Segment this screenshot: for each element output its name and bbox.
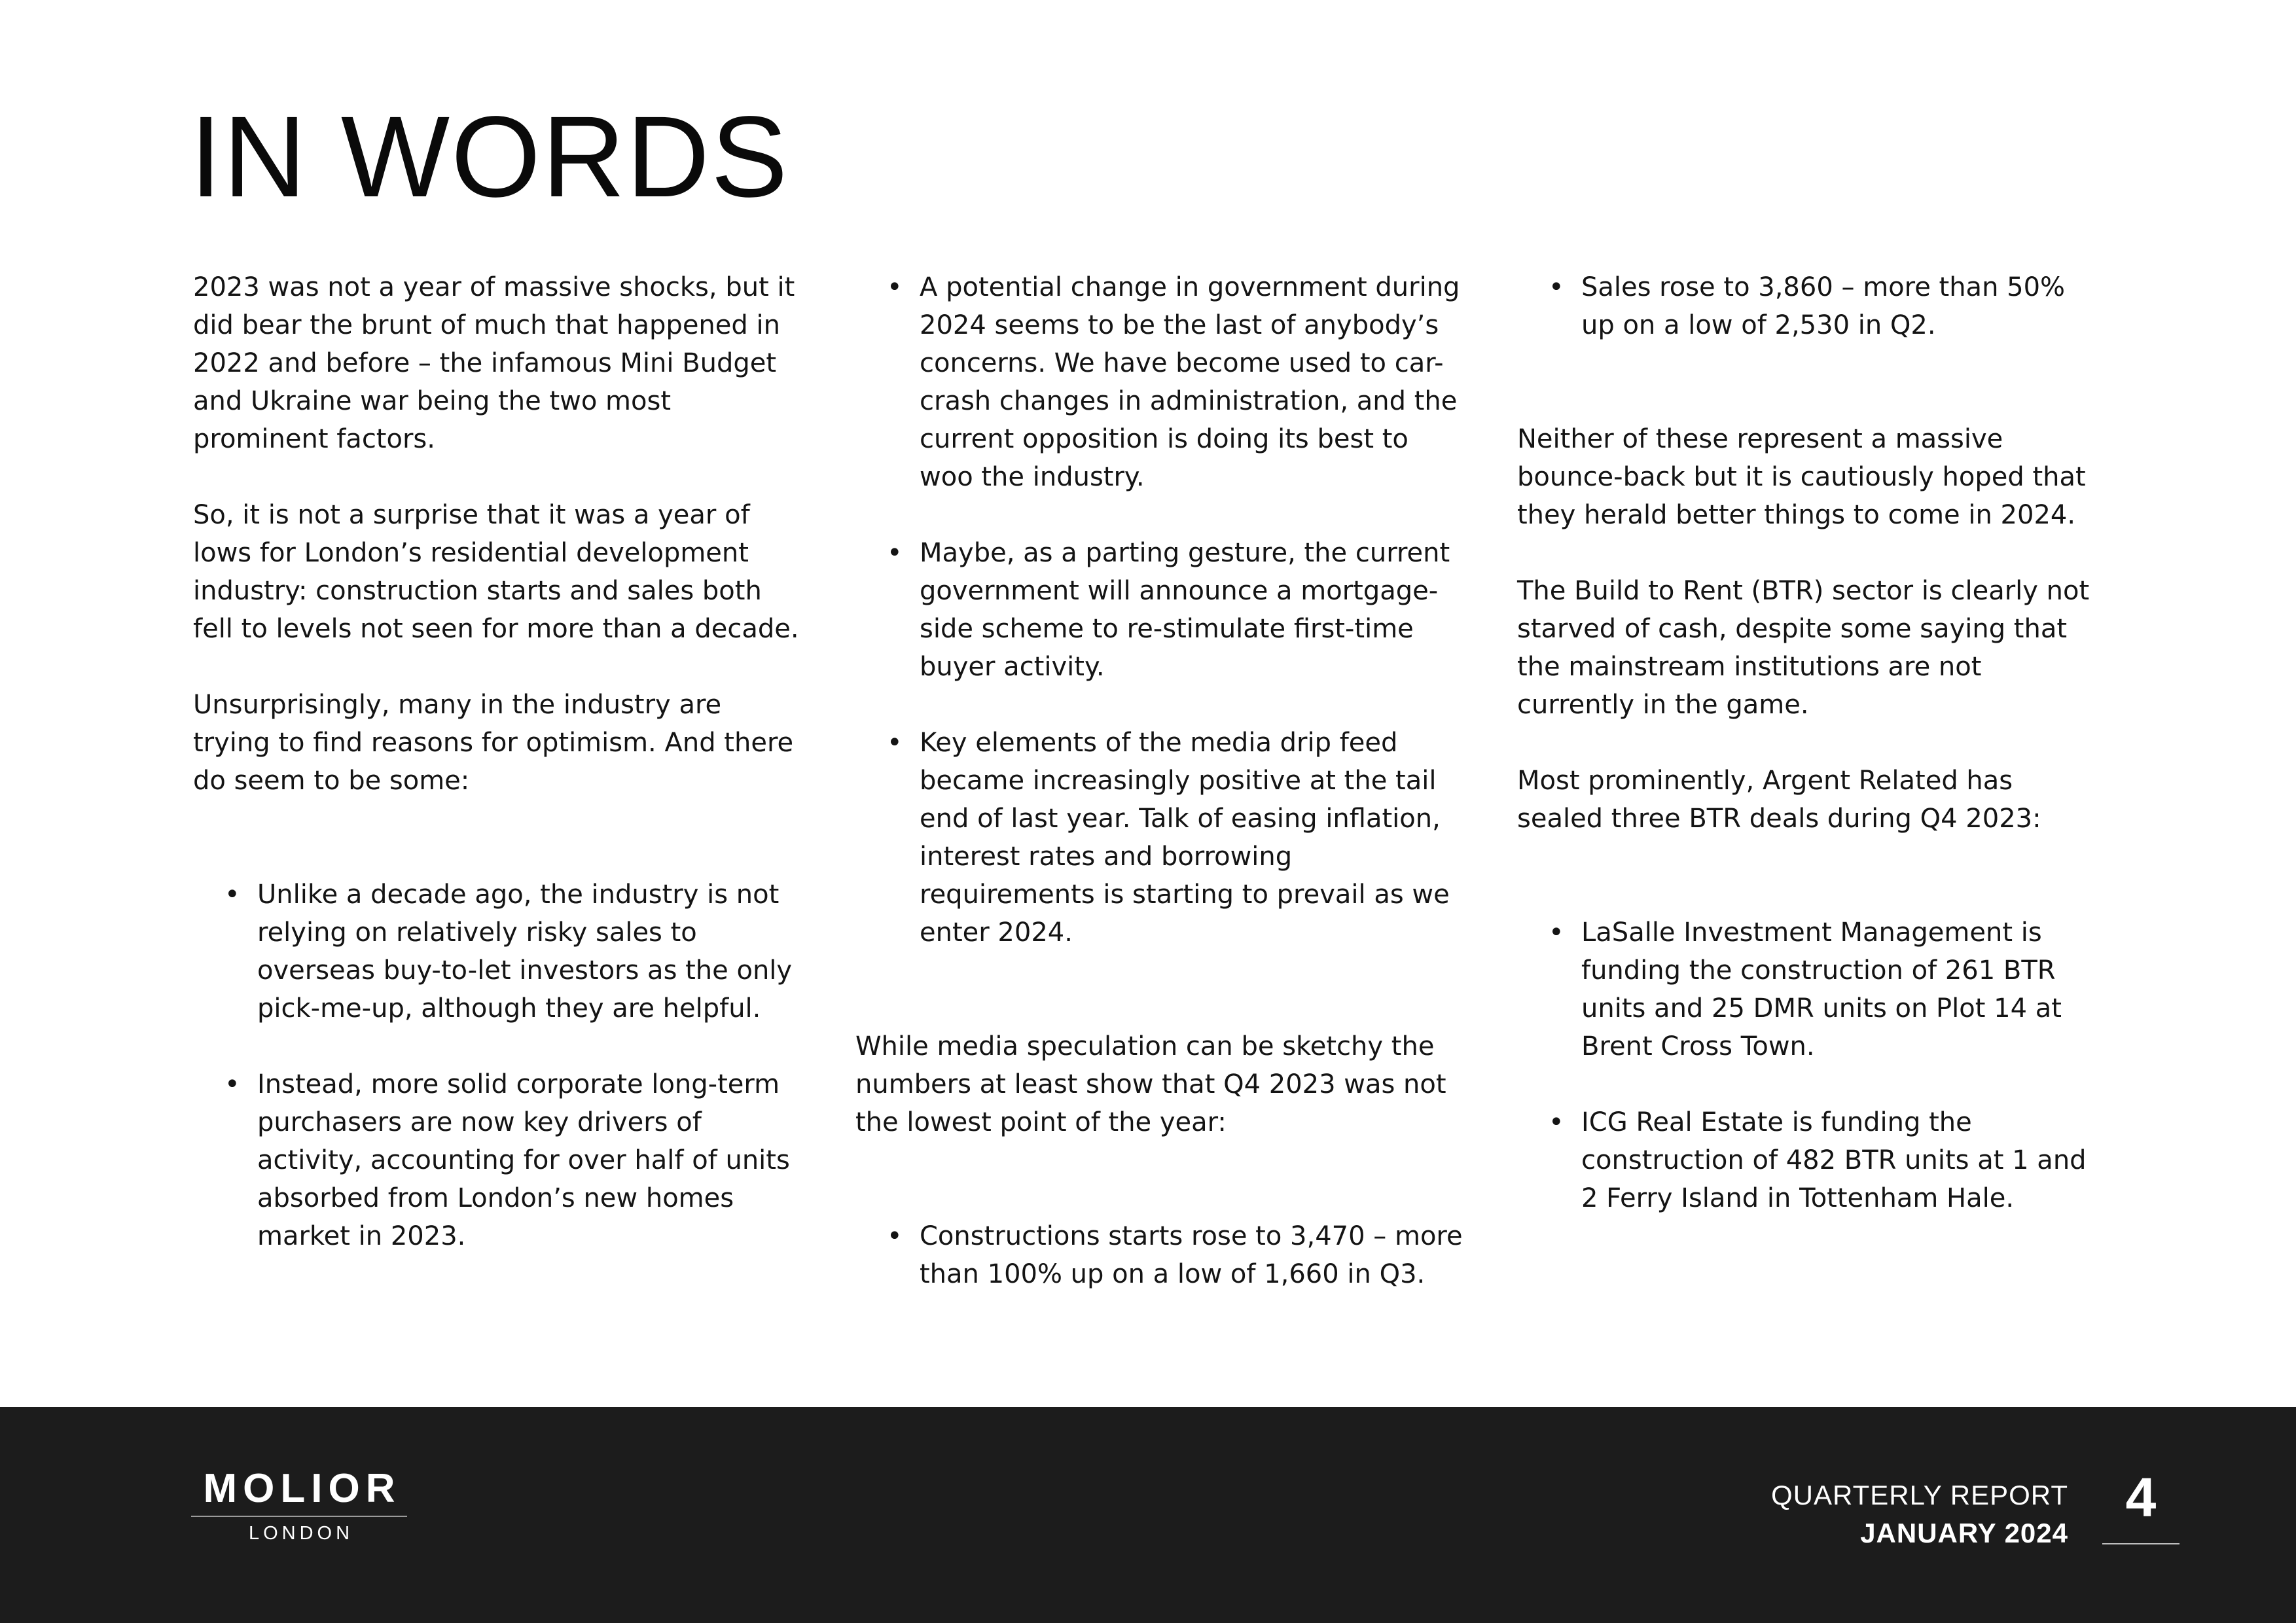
- bullet-icon: •: [224, 1069, 240, 1099]
- bullet-icon: •: [1549, 1107, 1564, 1137]
- list-item: [1549, 1103, 2106, 1217]
- paragraph: 2023 was not a year of massive shocks, but it did bear the brunt of much that happened in 2022 and before – the infamous Mini Budget and Ukraine war being the two most prominent factors.: [193, 272, 795, 454]
- bullet-list: [1517, 914, 2106, 1217]
- paragraph: The Build to Rent (BTR) sector is clearly not starved of cash, despite some saying that the mainstream institutions are not currently in the game.: [1517, 576, 2090, 720]
- list-item-text: Unlike a decade ago, the industry is not relying on relatively risky sales to overseas buy-to-let investors as the only pick-me-up, although they are helpful.: [257, 880, 793, 1024]
- bullet-list: [855, 1217, 1464, 1293]
- bullet-list: [855, 268, 1464, 952]
- list-item-text: ICG Real Estate is funding the construction of 482 BTR units at 1 and 2 Ferry Island in Tottenham Hale.: [1581, 1107, 2087, 1213]
- list-item: [887, 534, 1464, 686]
- list-item-text: Sales rose to 3,860 – more than 50% up on a low of 2,530 in Q2.: [1581, 272, 2066, 340]
- list-item: [1549, 914, 2106, 1065]
- bullet-icon: •: [887, 728, 903, 758]
- text-column-1: [193, 268, 802, 1255]
- list-item: [224, 876, 802, 1027]
- list-item-text: A potential change in government during 2024 seems to be the last of anybody’s concerns. We have become used to car-crash changes in administration, and the current opposition is doing its best to woo the industry.: [920, 272, 1460, 492]
- bullet-list: [1517, 268, 2106, 344]
- list-item-text: Key elements of the media drip feed became increasingly positive at the tail end of last year. Talk of easing inflation, interest rates and borrowing requirements is starting to prevail as we enter 2024.: [920, 728, 1450, 948]
- paragraph: Neither of these represent a massive bounce-back but it is cautiously hoped that they herald better things to come in 2024.: [1517, 424, 2086, 530]
- page-title: IN WORDS: [190, 93, 789, 221]
- paragraph: So, it is not a surprise that it was a year of lows for London’s residential development industry: construction starts and sales both fell to levels not seen for more than a decade.: [193, 500, 799, 644]
- list-item-text: Maybe, as a parting gesture, the current government will announce a mortgage-side scheme to re-stimulate first-time buyer activity.: [920, 538, 1450, 682]
- bullet-icon: •: [224, 880, 240, 910]
- report-info: [1771, 1476, 2068, 1552]
- bullet-icon: •: [887, 272, 903, 302]
- report-date: JANUARY 2024: [1860, 1518, 2068, 1548]
- bullet-icon: •: [887, 1221, 903, 1251]
- list-item: [887, 1217, 1464, 1293]
- list-item: [887, 724, 1464, 952]
- bullet-icon: •: [887, 538, 903, 568]
- logo-wordmark: MOLIOR: [203, 1466, 401, 1511]
- bullet-list: [193, 876, 802, 1255]
- list-item-text: Instead, more solid corporate long-term purchasers are now key drivers of activity, accounting for over half of units absorbed from London’s new homes market in 2023.: [257, 1069, 790, 1251]
- text-column-3: [1517, 268, 2106, 1217]
- paragraph: While media speculation can be sketchy the numbers at least show that Q4 2023 was not the lowest point of the year:: [855, 1031, 1446, 1137]
- text-column-2: [855, 268, 1464, 1293]
- list-item: [224, 1065, 802, 1255]
- paragraph: Most prominently, Argent Related has sealed three BTR deals during Q4 2023:: [1517, 766, 2041, 834]
- list-item: [887, 268, 1464, 496]
- list-item-text: LaSalle Investment Management is funding the construction of 261 BTR units and 25 DMR units on Plot 14 at Brent Cross Town.: [1581, 918, 2062, 1061]
- report-label: QUARTERLY REPORT: [1770, 1480, 2068, 1510]
- paragraph: Unsurprisingly, many in the industry are trying to find reasons for optimism. And there do seem to be some:: [193, 690, 794, 796]
- page-number-underline: [2102, 1543, 2179, 1544]
- bullet-icon: •: [1549, 918, 1564, 948]
- molior-logo: [191, 1466, 407, 1544]
- bullet-icon: •: [1549, 272, 1564, 302]
- page-number: 4: [2125, 1467, 2157, 1528]
- list-item-text: Constructions starts rose to 3,470 – more than 100% up on a low of 1,660 in Q3.: [920, 1221, 1463, 1289]
- list-item: [1549, 268, 2106, 344]
- footer-bar: [0, 1407, 2296, 1623]
- logo-subtitle: LONDON: [248, 1523, 354, 1544]
- logo-divider: [191, 1516, 407, 1517]
